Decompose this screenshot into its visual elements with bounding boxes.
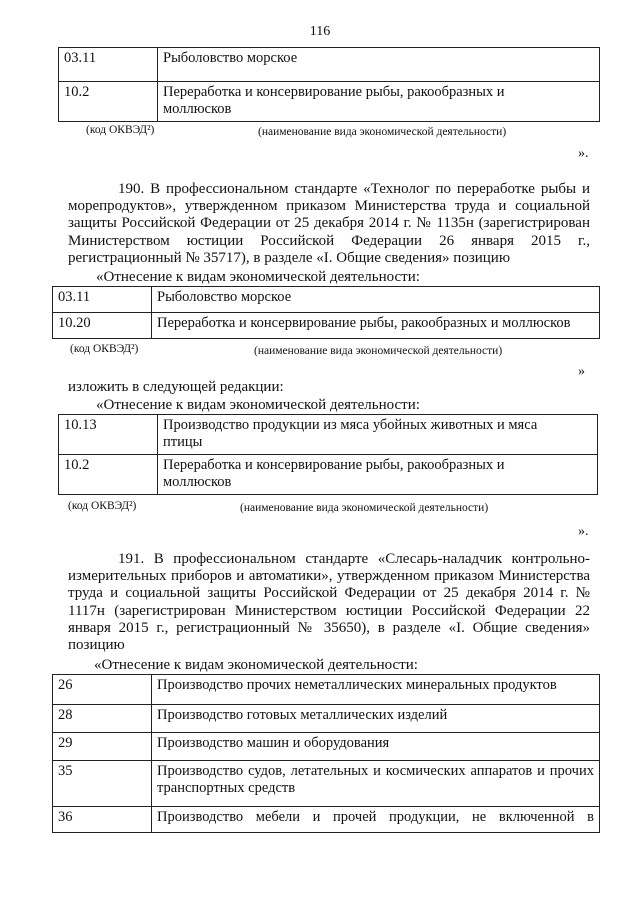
table-row	[53, 733, 600, 761]
table-row	[53, 761, 600, 807]
okved-name: Производство готовых металлических изделий	[152, 705, 600, 733]
section-190-lead-2: «Отнесение к видам экономической деятельности:	[96, 397, 420, 413]
table-row	[59, 415, 598, 455]
quote-close: ».	[578, 146, 589, 161]
caption-name: (наименование вида экономической деятельности)	[258, 126, 507, 138]
table-row	[59, 82, 600, 122]
caption-code: (код ОКВЭД²)	[68, 500, 137, 512]
caption-code: (код ОКВЭД²)	[86, 124, 155, 136]
section-190-text: 190. В профессиональном стандарте «Технолог по переработке рыбы и морепродуктов», утвержденном приказом Министерства труда и социальной защиты Российской Федерации от 25 декабря 2014 г. № 1135н (зарегистрирован Министерством юстиции Российской Федерации 26 января 2015 г., регистрационный № 35717), в разделе «I. Общие сведения» позицию	[68, 181, 590, 266]
table-row	[53, 287, 600, 313]
okved-code: 10.20	[53, 313, 152, 339]
okved-code: 03.11	[53, 287, 152, 313]
okved-table-new	[58, 414, 598, 495]
okved-name: Рыболовство морское	[152, 287, 600, 313]
okved-name: Производство продукции из мяса убойных животных и мяса птицы	[158, 415, 598, 455]
section-191-lead: «Отнесение к видам экономической деятельности:	[94, 657, 418, 673]
quote-close: ».	[578, 524, 589, 539]
section-190-lead: «Отнесение к видам экономической деятельности:	[96, 269, 420, 285]
caption-name: (наименование вида экономической деятельности)	[240, 502, 489, 514]
okved-code: 10.2	[59, 82, 158, 122]
okved-name: Производство судов, летательных и космических аппаратов и прочих транспортных средств	[152, 761, 600, 807]
okved-code: 26	[53, 675, 152, 705]
page-number: 116	[309, 24, 331, 39]
okved-name: Переработка и консервирование рыбы, ракообразных и моллюсков	[152, 313, 600, 339]
okved-code: 10.13	[59, 415, 158, 455]
okved-code: 29	[53, 733, 152, 761]
okved-code: 28	[53, 705, 152, 733]
table-row	[53, 705, 600, 733]
caption-name: (наименование вида экономической деятельности)	[254, 345, 503, 357]
okved-name: Рыболовство морское	[158, 48, 600, 82]
okved-name: Переработка и консервирование рыбы, ракообразных и моллюсков	[158, 455, 598, 495]
okved-name: Производство прочих неметаллических минеральных продуктов	[152, 675, 600, 705]
okved-code: 35	[53, 761, 152, 807]
okved-table-191	[52, 674, 600, 833]
okved-code: 10.2	[59, 455, 158, 495]
okved-name: Производство машин и оборудования	[152, 733, 600, 761]
okved-table-top	[58, 47, 600, 122]
table-row	[53, 807, 600, 833]
replace-text: изложить в следующей редакции:	[68, 379, 284, 395]
table-row	[59, 48, 600, 82]
okved-name: Переработка и консервирование рыбы, ракообразных и моллюсков	[158, 82, 600, 122]
quote-close: »	[578, 364, 585, 379]
okved-code: 03.11	[59, 48, 158, 82]
table-row	[59, 455, 598, 495]
table-row	[53, 675, 600, 705]
okved-code: 36	[53, 807, 152, 833]
caption-code: (код ОКВЭД²)	[70, 343, 139, 355]
section-191-text: 191. В профессиональном стандарте «Слесарь-наладчик контрольно-измерительных приборов и автоматики», утвержденном приказом Министерства труда и социальной защиты Российской Федерации от 25 декабря 2014 г. № 1117н (зарегистрирован Министерством юстиции Российской Федерации 22 января 2015 г., регистрационный № 35650), в разделе «I. Общие сведения» позицию	[68, 551, 590, 654]
okved-name: Производство мебели и прочей продукции, не включенной в	[152, 807, 600, 833]
okved-table-old	[52, 286, 600, 339]
table-row	[53, 313, 600, 339]
